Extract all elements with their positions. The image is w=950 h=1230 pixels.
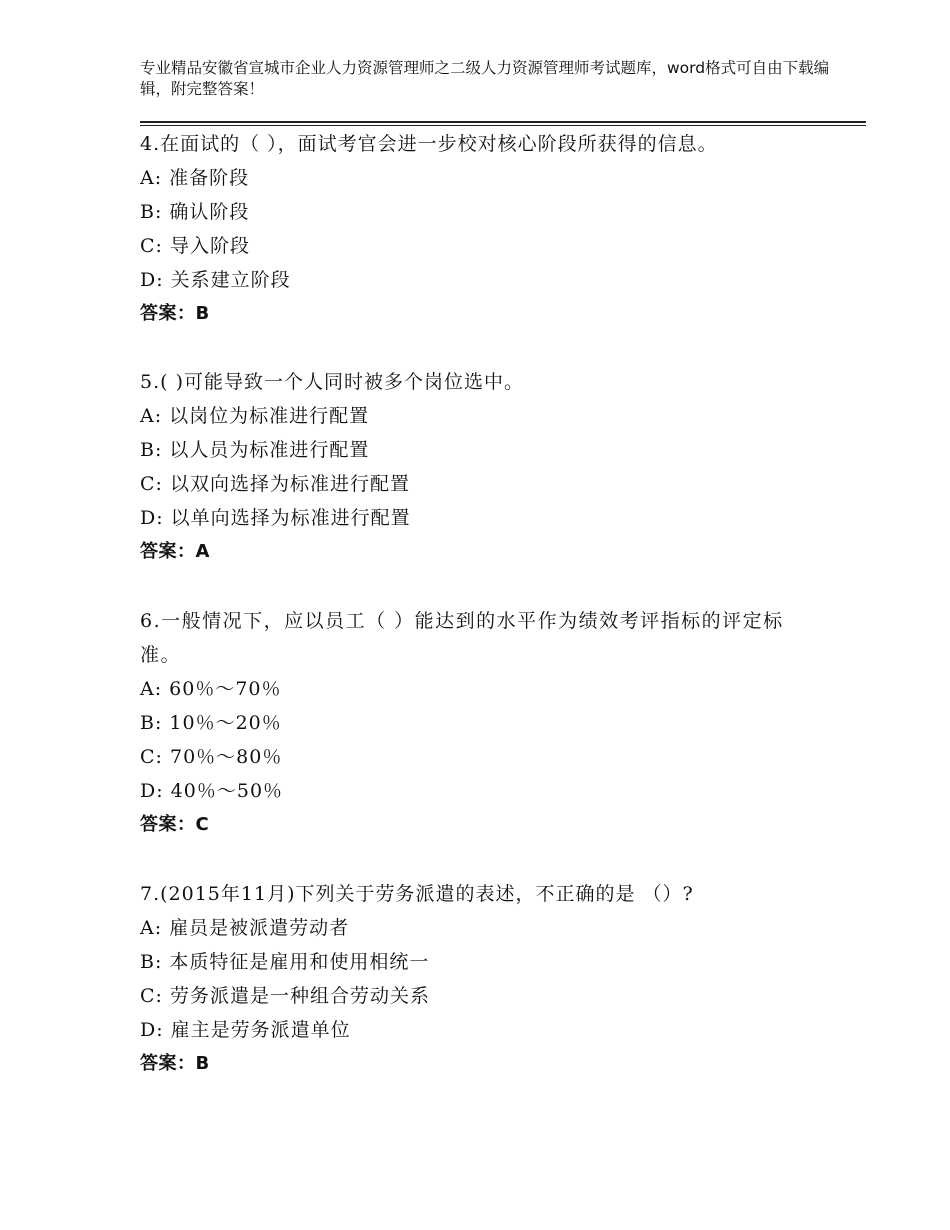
question-stem: 7.(2015年11月)下列关于劳务派遣的表述，不正确的是 （）? [140, 883, 694, 905]
option-b: B: 10％～20％ [140, 712, 282, 734]
document-header: 专业精品安徽省宣城市企业人力资源管理师之二级人力资源管理师考试题库，word格式可自由下载编辑，附完整答案！ [140, 59, 830, 98]
option-d: D: 雇主是劳务派遣单位 [140, 1019, 351, 1041]
question-5 [140, 365, 840, 569]
question-6 [140, 604, 810, 842]
question-stem: 6.一般情况下，应以员工（ ）能达到的水平作为绩效考评指标的评定标准。 [140, 610, 784, 666]
option-c: C: 导入阶段 [140, 235, 250, 257]
answer: 答案：C [140, 814, 210, 835]
header-rule-thick [140, 121, 866, 123]
question-4 [140, 127, 840, 331]
option-b: B: 以人员为标准进行配置 [140, 439, 370, 461]
option-a: A: 雇员是被派遣劳动者 [140, 917, 350, 939]
question-7 [140, 877, 840, 1081]
option-a: A: 准备阶段 [140, 167, 250, 189]
question-stem: 4.在面试的（ ），面试考官会进一步校对核心阶段所获得的信息。 [140, 133, 718, 155]
answer: 答案：B [140, 303, 210, 324]
header-rule-thin [140, 125, 866, 126]
option-b: B: 本质特征是雇用和使用相统一 [140, 951, 430, 973]
option-a: A: 60％～70％ [140, 678, 282, 700]
option-d: D: 以单向选择为标准进行配置 [140, 507, 411, 529]
question-stem: 5.( )可能导致一个人同时被多个岗位选中。 [140, 371, 524, 393]
option-c: C: 70％～80％ [140, 746, 283, 768]
option-c: C: 劳务派遣是一种组合劳动关系 [140, 985, 430, 1007]
option-a: A: 以岗位为标准进行配置 [140, 405, 370, 427]
option-b: B: 确认阶段 [140, 201, 250, 223]
answer: 答案：B [140, 1053, 210, 1074]
answer: 答案：A [140, 541, 210, 562]
option-d: D: 关系建立阶段 [140, 269, 291, 291]
option-c: C: 以双向选择为标准进行配置 [140, 473, 410, 495]
option-d: D: 40％～50％ [140, 780, 284, 802]
